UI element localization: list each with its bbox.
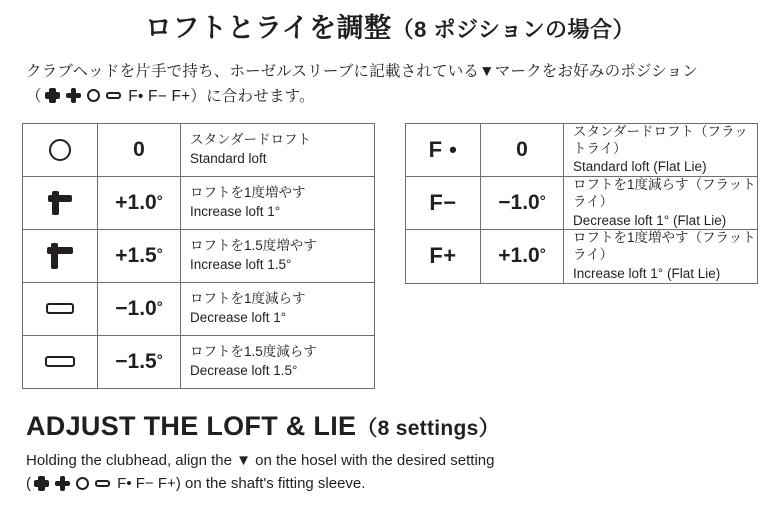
row-value-cell xyxy=(481,230,564,283)
row-value-cell xyxy=(481,177,564,230)
row-icon-cell xyxy=(406,230,481,283)
row-value: −1.0 xyxy=(115,296,157,320)
intro-paren-close: ）に合わせます。 xyxy=(190,87,315,105)
row-icon-cell xyxy=(406,123,481,176)
page-title-main: ロフトとライを調整 xyxy=(144,13,392,43)
row-value-cell xyxy=(98,176,181,229)
page-title-paren: （8 ポジションの場合） xyxy=(391,17,636,42)
row-value: −1.5 xyxy=(115,349,157,373)
row-text-ja: ロフトを1.5度増やす xyxy=(190,238,317,253)
f-plus-label: F+ xyxy=(157,475,176,493)
plus-thick-icon xyxy=(47,243,73,269)
outro-paren-close: ) on the shaft's fitting sleeve. xyxy=(175,475,366,493)
row-icon-cell xyxy=(23,176,98,229)
row-value: 0 xyxy=(133,137,145,161)
page-title xyxy=(22,14,758,44)
settings-tables xyxy=(22,123,758,389)
flat-lie-table xyxy=(405,123,758,284)
row-text-en: Standard loft (Flat Lie) xyxy=(573,159,707,175)
row-text-ja: ロフトを1度減らす xyxy=(190,291,306,306)
circle-icon xyxy=(76,477,89,490)
row-text-en: Standard loft xyxy=(190,150,267,166)
outro-line-1: Holding the clubhead, align the ▼ on the hosel with the desired setting xyxy=(26,451,495,469)
row-value-cell xyxy=(98,282,181,335)
row-icon-cell xyxy=(23,229,98,282)
loft-table xyxy=(22,123,375,389)
table-row xyxy=(406,177,758,230)
table-row xyxy=(406,123,758,176)
bar-icon xyxy=(95,480,110,487)
bar-icon xyxy=(106,92,121,99)
row-text-ja: ロフトを1.5度減らす xyxy=(190,344,317,359)
outro-paren-open: ( xyxy=(26,475,31,493)
circle-icon xyxy=(49,139,71,161)
row-icon-cell xyxy=(23,123,98,176)
row-text-en: Increase loft 1° xyxy=(190,203,281,219)
row-text-cell xyxy=(564,230,758,283)
row-icon-cell xyxy=(23,335,98,388)
row-text-ja: ロフトを1度減らす（フラットライ） xyxy=(573,177,756,209)
page-subtitle-main: ADJUST THE LOFT & LIE xyxy=(26,410,357,441)
row-value: +1.0 xyxy=(115,190,157,214)
plus-icon xyxy=(66,88,81,103)
row-text-cell xyxy=(181,229,375,282)
row-degree: ° xyxy=(539,246,546,264)
row-icon-cell xyxy=(406,177,481,230)
flat-lie-table-wrapper xyxy=(405,123,758,284)
plus-thick-icon xyxy=(45,88,60,103)
f-plus-icon: F+ xyxy=(429,243,457,269)
plus-thick-icon xyxy=(48,191,72,215)
f-dot-label: F• xyxy=(117,475,132,493)
table-row xyxy=(23,176,375,229)
row-value-cell xyxy=(98,123,181,176)
row-text-cell xyxy=(181,123,375,176)
row-value: +1.0 xyxy=(498,244,540,268)
intro-line-2 xyxy=(26,85,758,109)
outro-paragraph xyxy=(26,450,758,496)
row-degree: ° xyxy=(156,351,163,369)
row-text-ja: ロフトを1度増やす xyxy=(190,185,306,200)
row-text-en: Increase loft 1° (Flat Lie) xyxy=(573,266,721,282)
table-row xyxy=(23,335,375,388)
row-degree: ° xyxy=(156,192,163,210)
plus-icon xyxy=(55,476,70,491)
outro-line-2 xyxy=(26,473,758,496)
bar-icon xyxy=(45,356,75,367)
row-value-cell xyxy=(481,123,564,176)
table-row xyxy=(23,229,375,282)
row-value: −1.0 xyxy=(498,191,540,215)
page-subtitle xyxy=(26,411,758,442)
row-degree: ° xyxy=(539,193,546,211)
table-row xyxy=(23,123,375,176)
table-row xyxy=(23,282,375,335)
intro-paragraph xyxy=(26,60,758,109)
row-icon-cell xyxy=(23,282,98,335)
row-text-cell xyxy=(181,282,375,335)
loft-lie-adjustment-sheet xyxy=(0,14,780,515)
f-dot-label: F• xyxy=(128,87,144,105)
row-text-en: Decrease loft 1° xyxy=(190,309,287,325)
row-value-cell xyxy=(98,335,181,388)
f-minus-icon: F− xyxy=(429,190,457,216)
intro-paren-open: （ xyxy=(26,87,42,105)
table-row xyxy=(406,230,758,283)
row-text-cell xyxy=(564,123,758,176)
row-text-ja: スタンダードロフト（フラットライ） xyxy=(573,123,748,156)
row-degree: ° xyxy=(156,298,163,316)
plus-thick-icon xyxy=(34,476,49,491)
f-plus-label: F+ xyxy=(171,87,191,105)
row-text-ja: ロフトを1度増やす（フラットライ） xyxy=(573,230,756,263)
page-subtitle-paren: （8 settings） xyxy=(356,416,500,440)
row-text-cell xyxy=(181,176,375,229)
row-degree: ° xyxy=(156,245,163,263)
bar-icon xyxy=(46,303,74,314)
row-text-en: Increase loft 1.5° xyxy=(190,256,292,272)
row-text-cell xyxy=(181,335,375,388)
row-value-cell xyxy=(98,229,181,282)
f-dot-icon: F • xyxy=(428,136,458,162)
row-text-en: Decrease loft 1.5° xyxy=(190,362,298,378)
intro-line-1: クラブヘッドを片手で持ち、ホーゼルスリーブに記載されている▼マークをお好みのポジション xyxy=(26,62,699,80)
row-value: 0 xyxy=(516,137,528,161)
f-minus-label: F− xyxy=(135,475,154,493)
row-text-ja: スタンダードロフト xyxy=(190,132,311,147)
loft-table-wrapper xyxy=(22,123,375,389)
row-text-cell xyxy=(564,177,758,230)
row-text-en: Decrease loft 1° (Flat Lie) xyxy=(573,212,727,228)
circle-icon xyxy=(87,89,100,102)
f-minus-label: F− xyxy=(148,87,167,105)
row-value: +1.5 xyxy=(115,243,157,267)
